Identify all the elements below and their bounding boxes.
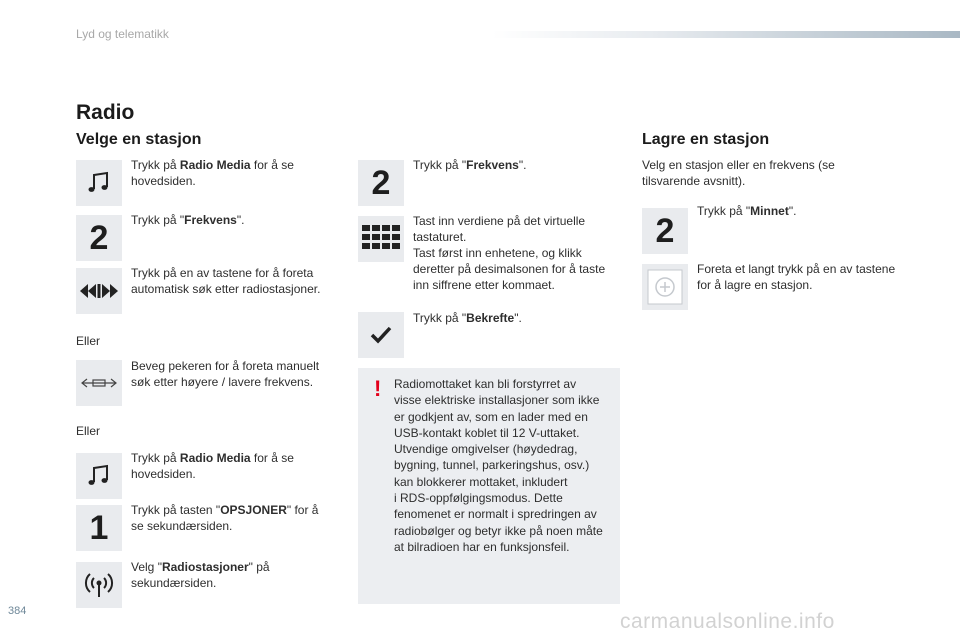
seek-arrows-icon: [76, 268, 122, 314]
watermark: carmanualsonline.info: [620, 610, 835, 633]
add-preset-icon: [642, 264, 688, 310]
step-frekvens-1: Trykk på "Frekvens".: [131, 213, 245, 227]
store-intro: Velg en stasjon eller en frekvens (se tilsvarende avsnitt).: [642, 158, 835, 188]
music-note-icon: [76, 453, 122, 499]
page-number: 384: [8, 605, 27, 617]
music-note-icon: [76, 160, 122, 206]
running-header: Lyd og telematikk: [76, 27, 169, 41]
radio-station-icon: [76, 562, 122, 608]
warning-icon: !: [374, 376, 382, 401]
step-radio-stations: Velg "Radiostasjoner" på sekundærsiden.: [131, 560, 270, 590]
section-title-store-station: Lagre en stasjon: [642, 131, 770, 148]
section-title-select-station: Velge en stasjon: [76, 131, 202, 148]
step-frekvens-2: Trykk på "Frekvens".: [413, 158, 527, 172]
step-memory: Trykk på "Minnet".: [697, 204, 797, 218]
header-gradient-bar: [492, 31, 960, 38]
checkmark-icon: [358, 312, 404, 358]
step-number-2: 2: [358, 160, 404, 206]
or-label-1: Eller: [76, 334, 101, 348]
warning-text: Radiomottaket kan bli forstyrret av visse elektriske installasjoner som ikke er godkjent av, som en lader med en USB-kontakt koblet til 12 V-uttaket. Utvendige omgivelser (høydedrag, bygning, tunnel, parkeringshus, osv.) kan blokkerer mottaket, inkludert i RDS-oppfølgingsmodus. Dette fenomenet er normalt i spredringen av radiobølger og betyr ikke på noen måte at bilradioen har en funksjonsfeil.: [394, 377, 603, 554]
step-confirm: Trykk på "Bekrefte".: [413, 311, 522, 325]
keypad-icon: [358, 216, 404, 262]
step-radio-media-2: Trykk på Radio Media for å se hovedsiden.: [131, 451, 294, 481]
step-keypad: Tast inn verdiene på det virtuelle tastaturet. Tast først inn enhetene, og klikk deretter på desimalsonen for å taste inn siffrene etter kommaet.: [413, 214, 606, 292]
step-long-press: Foreta et langt trykk på en av tastene for å lagre en stasjon.: [697, 262, 896, 292]
step-number-1: 1: [76, 505, 122, 551]
step-number-2: 2: [76, 215, 122, 261]
or-label-2: Eller: [76, 424, 101, 438]
page-title: Radio: [76, 101, 135, 124]
slider-arrows-icon: [76, 360, 122, 406]
step-manual-search: Beveg pekeren for å foreta manuelt søk etter høyere / lavere frekvens.: [131, 359, 320, 389]
step-auto-search: Trykk på en av tastene for å foreta automatisk søk etter radiostasjoner.: [131, 266, 321, 296]
step-radio-media-1: Trykk på Radio Media for å se hovedsiden.: [131, 158, 294, 188]
step-number-2: 2: [642, 208, 688, 254]
step-options: Trykk på tasten "OPSJONER" for å se sekundærsiden.: [131, 503, 319, 533]
